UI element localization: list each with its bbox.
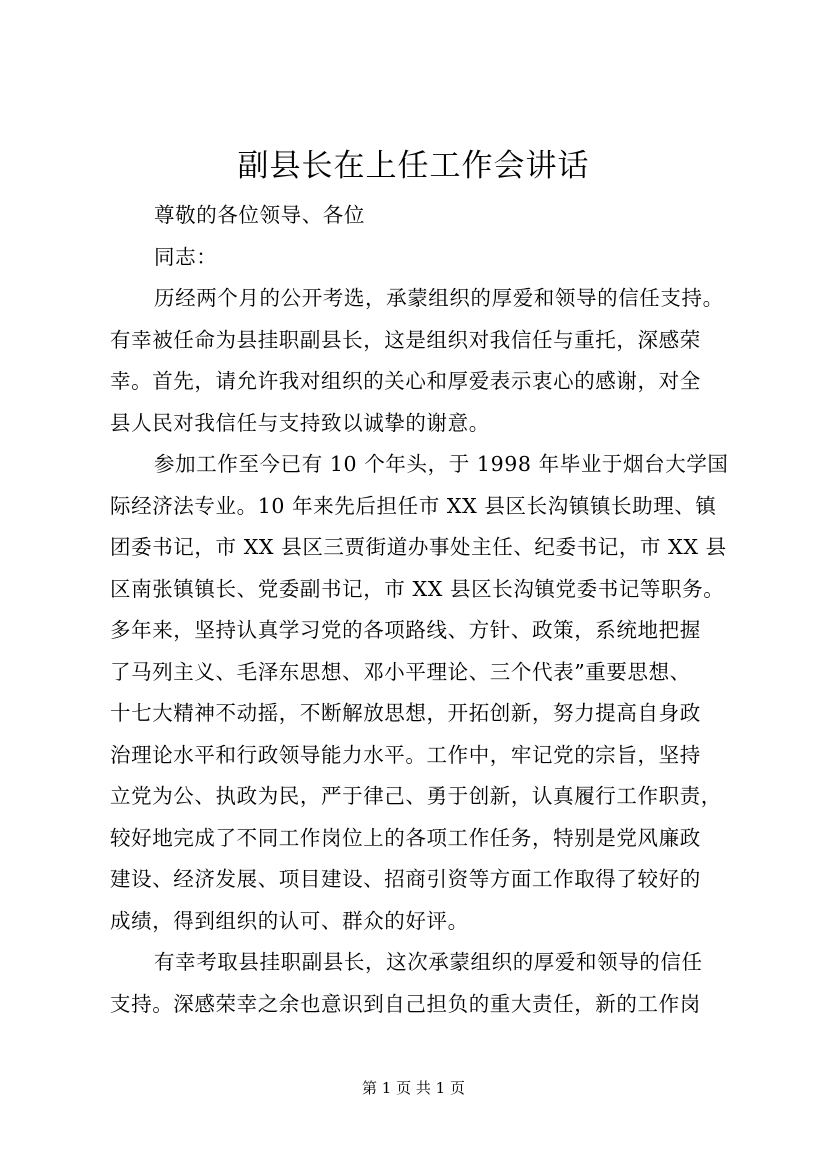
- text-line: 县人民对我信任与支持致以诚挚的谢意。: [110, 410, 490, 435]
- page-number-footer: 第 1 页 共 1 页: [362, 1079, 465, 1097]
- text-line: 支持。深感荣幸之余也意识到自己担负的重大责任，新的工作岗: [110, 991, 701, 1016]
- text-line: 参加工作至今已有 10 个年头，于 1998 年毕业于烟台大学国: [154, 452, 729, 476]
- text-line: 际经济法专业。10 年来先后担任市 XX 县区长沟镇镇长助理、镇: [110, 493, 717, 518]
- text-line: 幸。首先，请允许我对组织的关心和厚爱表示衷心的感谢，对全: [110, 369, 701, 393]
- text-line: 区南张镇镇长、党委副书记，市 XX 县区长沟镇党委书记等职务。: [110, 576, 725, 601]
- text-line: 建设、经济发展、项目建设、招商引资等方面工作取得了较好的: [110, 867, 701, 891]
- text-line: 同志：: [154, 244, 218, 269]
- text-line: 多年来，坚持认真学习党的各项路线、方针、政策，系统地把握: [110, 618, 701, 642]
- text-line: 了马列主义、毛泽东思想、邓小平理论、三个代表”重要思想、: [110, 659, 691, 684]
- text-line: 成绩，得到组织的认可、群众的好评。: [110, 908, 469, 933]
- text-line: 有幸被任命为县挂职副县长，这是组织对我信任与重托，深感荣: [110, 327, 701, 352]
- document-body: [110, 195, 740, 1025]
- text-line: 历经两个月的公开考选，承蒙组织的厚爱和领导的信任支持。: [154, 286, 724, 310]
- text-line: 团委书记，市 XX 县区三贾街道办事处主任、纪委书记，市 XX 县: [110, 535, 727, 559]
- text-line: 立党为公、执政为民，严于律己、勇于创新，认真履行工作职责，: [110, 784, 722, 808]
- text-line: 有幸考取县挂职副县长，这次承蒙组织的厚爱和领导的信任: [154, 950, 703, 974]
- document-title: 副县长在上任工作会讲话: [237, 148, 590, 184]
- text-line: 治理论水平和行政领导能力水平。工作中，牢记党的宗旨，坚持: [110, 742, 701, 767]
- text-line: 尊敬的各位领导、各位: [154, 203, 365, 227]
- text-line: 十七大精神不动摇，不断解放思想，开拓创新，努力提高自身政: [110, 701, 701, 725]
- text-line: 较好地完成了不同工作岗位上的各项工作任务，特别是党风廉政: [110, 825, 701, 850]
